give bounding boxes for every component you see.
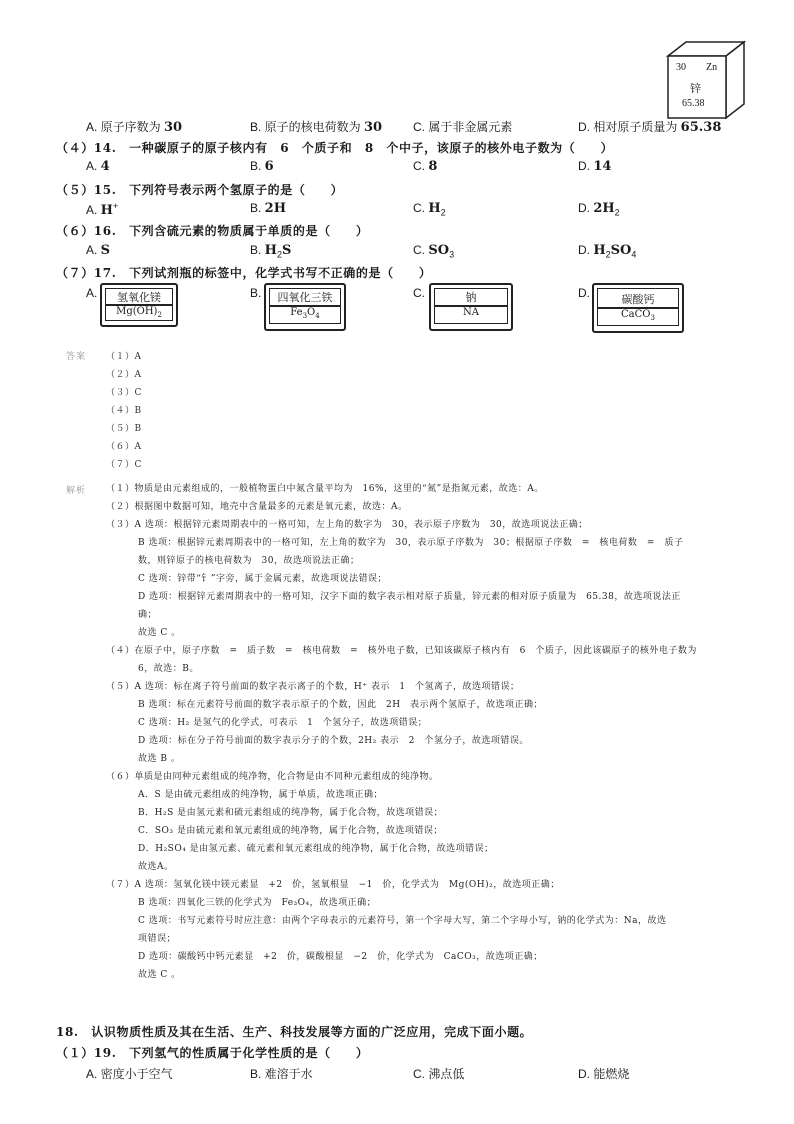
q19-option-a[interactable]: A. 密度小于空气: [86, 1067, 173, 1081]
analysis-line: 6，故选：B。: [138, 664, 199, 674]
answer-5: （５）B: [106, 424, 142, 434]
element-mass: 65.38: [682, 98, 705, 109]
analysis-line: C 选项：H₂ 是氢气的化学式，可表示 1 个氢分子，故选项错误；: [138, 718, 428, 728]
analysis-line: 确；: [138, 610, 158, 620]
answer-tag: 答案: [66, 352, 87, 362]
label-d-formula: CaCO$_3$: [621, 309, 655, 322]
answer-4: （４）B: [106, 406, 142, 416]
q16-option-d[interactable]: D. $H_2SO_4$: [578, 243, 637, 260]
q16-option-c[interactable]: C. $SO_3$: [413, 243, 455, 260]
analysis-line: （３）A 选项：根据锌元素周期表中的一格可知，左上角的数字为 30，表示原子序数为 30，故选项说法正确；: [106, 520, 588, 530]
q16-stem: （６）16. 下列含硫元素的物质属于单质的是（ ）: [56, 224, 369, 238]
q14-stem: （４）14. 一种碳原子的原子核内有 6 个质子和 8 个中子，该原子的核外电子数为（ ）: [56, 141, 614, 155]
analysis-line: （７）A 选项：氢氧化镁中镁元素显 +2 价，氢氧根显 −1 价，化学式为 Mg(OH)₂，故选项正确；: [106, 880, 560, 890]
analysis-line: 项错误；: [138, 934, 177, 944]
q14-option-c[interactable]: C. 8: [413, 159, 438, 174]
q17-label-d[interactable]: [592, 283, 684, 333]
q17-option-b-letter[interactable]: B.: [250, 286, 262, 300]
element-cube-drawing: [664, 38, 746, 120]
label-a-name: 氢氧化镁: [117, 291, 161, 304]
analysis-line: 数，则锌原子的核电荷数为 30，故选项说法正确；: [138, 556, 360, 566]
q17-stem: （７）17. 下列试剂瓶的标签中，化学式书写不正确的是（ ）: [56, 266, 432, 280]
analysis-line: （４）在原子中，原子序数 = 质子数 = 核电荷数 = 核外电子数，已知该碳原子核内有 6 个质子，因此该碳原子的核外电子数为: [106, 646, 697, 656]
q15-option-a[interactable]: A. H+: [86, 201, 119, 218]
q17-option-a-letter[interactable]: A.: [86, 286, 98, 300]
q19-option-c[interactable]: C. 沸点低: [413, 1067, 465, 1081]
q13-option-c[interactable]: C. 属于非金属元素: [413, 120, 513, 134]
analysis-line: B．H₂S 是由氢元素和硫元素组成的纯净物，属于化合物，故选项错误；: [138, 808, 444, 818]
label-b-name: 四氧化三铁: [277, 291, 333, 304]
analysis-line: A．S 是由硫元素组成的纯净物，属于单质，故选项正确；: [138, 790, 384, 800]
label-c-formula: NA: [463, 307, 479, 318]
element-name: 锌: [690, 83, 701, 95]
label-b-formula: $Fe_3O_4$: [290, 307, 320, 320]
element-number: 30: [676, 62, 686, 73]
answer-2: （２）A: [106, 370, 142, 380]
q14-option-d[interactable]: D. 14: [578, 159, 612, 174]
q16-option-b[interactable]: B. $H_2S$: [250, 243, 292, 260]
analysis-line: （５）A 选项：标在离子符号前面的数字表示离子的个数，H⁺ 表示 1 个氢离子，故选项错误；: [106, 682, 520, 692]
analysis-line: （２）根据图中数据可知，地壳中含量最多的元素是氧元素，故选：A。: [106, 502, 408, 512]
analysis-line: B 选项：标在元素符号前面的数字表示原子的个数，因此 2H 表示两个氢原子，故选项正确；: [138, 700, 544, 710]
analysis-line: D 选项：标在分子符号前面的数字表示分子的个数，2H₂ 表示 2 个氢分子，故选项错误。: [138, 736, 529, 746]
answer-7: （７）C: [106, 460, 142, 470]
label-c-name: 钠: [465, 291, 477, 304]
analysis-line: B 选项：根据锌元素周期表中的一格可知，左上角的数字为 30，表示原子序数为 30；根据原子序数 = 核电荷数 = 质子: [138, 538, 684, 548]
q17-label-c[interactable]: [429, 283, 513, 331]
analysis-line: 故选 C 。: [138, 628, 181, 638]
answer-1: （１）A: [106, 352, 142, 362]
q19-option-d[interactable]: D. 能燃烧: [578, 1067, 630, 1081]
q13-option-a[interactable]: A. 原子序数为 30: [86, 120, 183, 135]
analysis-line: （１）物质是由元素组成的，一般植物蛋白中氮含量平均为 16%，这里的“氮”是指氮元素，故选：A。: [106, 484, 544, 494]
analysis-line: C 选项：书写元素符号时应注意：由两个字母表示的元素符号，第一个字母大写，第二个字母小写，钠的化学式为：Na，故选: [138, 916, 667, 926]
analysis-line: 故选 C 。: [138, 970, 181, 980]
q15-option-c[interactable]: C. $H_2$: [413, 201, 446, 218]
answer-6: （６）A: [106, 442, 142, 452]
q18-stem: 18. 认识物质性质及其在生活、生产、科技发展等方面的广泛应用，完成下面小题。: [56, 1025, 533, 1039]
q15-option-b[interactable]: B. 2H: [250, 201, 286, 216]
q17-option-d-letter[interactable]: D.: [578, 286, 590, 300]
analysis-line: D．H₂SO₄ 是由氢元素、硫元素和氧元素组成的纯净物，属于化合物，故选项错误；: [138, 844, 494, 854]
q15-stem: （５）15. 下列符号表示两个氢原子的是（ ）: [56, 183, 344, 197]
q19-stem: （１）19. 下列氢气的性质属于化学性质的是（ ）: [56, 1046, 369, 1060]
label-d-name: 碳酸钙: [621, 293, 655, 306]
answer-3: （３）C: [106, 388, 142, 398]
analysis-line: 故选 B 。: [138, 754, 181, 764]
analysis-line: B 选项：四氧化三铁的化学式为 Fe₃O₄，故选项正确；: [138, 898, 377, 908]
element-card: [664, 38, 746, 120]
analysis-line: D 选项：碳酸钙中钙元素显 +2 价，碳酸根显 −2 价，化学式为 CaCO₃，故选项正确；: [138, 952, 543, 962]
element-symbol: Zn: [706, 62, 718, 73]
q15-option-d[interactable]: D. $2H_2$: [578, 201, 620, 218]
analysis-tag: 解析: [66, 486, 87, 496]
analysis-line: D 选项：根据锌元素周期表中的一格可知，汉字下面的数字表示相对原子质量，锌元素的相对原子质量为 65.38，故选项说法正: [138, 592, 681, 602]
q16-option-a[interactable]: A. S: [86, 243, 111, 258]
q14-option-a[interactable]: A. 4: [86, 159, 110, 174]
analysis-line: 故选A。: [138, 862, 174, 872]
label-a-formula: $Mg(OH)_2$: [116, 306, 162, 319]
analysis-line: C 选项：锌带“钅”字旁，属于金属元素，故选项说法错误；: [138, 574, 387, 584]
analysis-line: C．SO₃ 是由硫元素和氧元素组成的纯净物，属于化合物，故选项错误；: [138, 826, 443, 836]
q17-option-c-letter[interactable]: C.: [413, 286, 425, 300]
q17-label-a[interactable]: [100, 283, 178, 327]
q19-option-b[interactable]: B. 难溶于水: [250, 1067, 313, 1081]
q13-option-b[interactable]: B. 原子的核电荷数为 30: [250, 120, 383, 135]
q17-label-b[interactable]: [264, 283, 346, 331]
q13-option-d[interactable]: D. 相对原子质量为 65.38: [578, 120, 722, 135]
q14-option-b[interactable]: B. 6: [250, 159, 274, 174]
analysis-line: （６）单质是由同种元素组成的纯净物，化合物是由不同种元素组成的纯净物。: [106, 772, 439, 782]
